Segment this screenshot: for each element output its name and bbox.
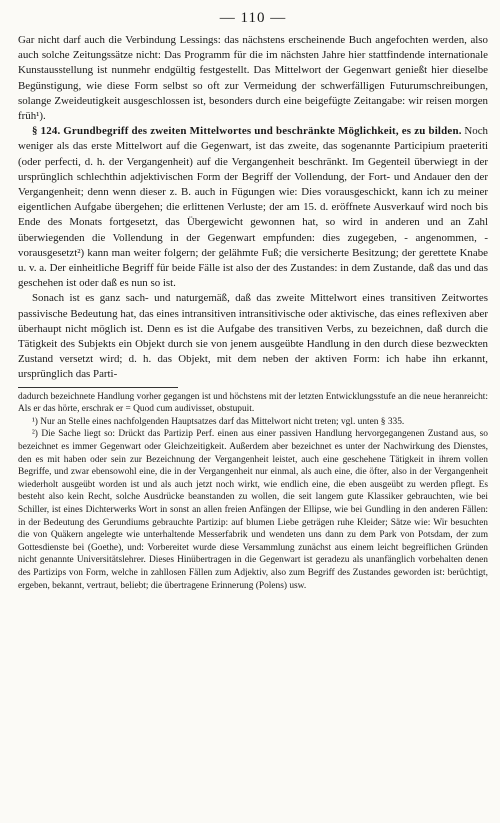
paragraph-2 (18, 124, 488, 291)
page-number: — 110 — (219, 10, 287, 26)
paragraph-3: Sonach ist es ganz sach- und naturgemäß, daß das zweite Mittelwort eines transitiven Zeitwortes passivische Bedeutung hat, das eines intransitiven intransitivische oder aktivische, das eines reflexiven aber überhaupt nicht möglich ist. Denn es ist die Aufgabe des transitiven Verbs, zu bezeichnen, daß durch die Tätigkeit des Subjekts ein Objekt durch sie von jenem ausgeübte Handlung in den durch diese bezweckten Zustand versetzt wird; d. h. das Objekt, mit dem neben der aktiven Form: ich habe ihn erkannt, ursprünglich das Parti- (18, 292, 488, 381)
footnote-1: ¹) Nur an Stelle eines nachfolgenden Hauptsatzes darf das Mittelwort nicht treten; vgl. unten § 335. (32, 416, 405, 427)
footnote-divider (18, 387, 178, 388)
paragraph-1: Gar nicht darf auch die Verbindung Lessings: das nächstens erscheinende Buch angefochten werden, also auch solche Zeitungssätze nicht: Das Programm für die im nächsten Jahre hier stattfindende internationale Kunstausstellung ist nunmehr endgültig festgestellt. Das Mittelwort der Gegenwart genießt hier dieselbe Begünstigung, wie diese Form selbst so oft zur Vermeidung der schwerfälligen Futurumschreibungen, solange Zweideutigkeit ausgeschlossen ist, besonders durch eine beigefügte Zeitangabe: wir reisen morgen früh¹). (18, 34, 488, 123)
section-title: Grundbegriff des zweiten Mittelwortes und beschränkte Möglichkeit, es zu bilden. (63, 125, 462, 138)
section-number: § 124. (32, 125, 61, 138)
footnotes (18, 391, 488, 593)
footnote-2: ²) Die Sache liegt so: Drückt das Partizip Perf. einen aus einer passiven Handlung hervorgegangenen Zustand aus, so bezeichnet es immer Gegenwart oder Gleichzeitigkeit. Außerdem aber bezeichnet es unter der Nachwirkung des Dienstes, den es mit haben oder sein zur Bezeichnung der Vergangenheit leistet, auch eine geschehene Tätigkeit in ihrem vollen Begriffe, und zwar ebensowohl eine, die in der Vergangenheit nur einmal, als auch eine, die öfter, also in der Vergangenheit wiederholt ausgeübt worden ist und als auch jetzt noch wirkt, wie endlich eine, die eben ausgeübt zu werden pflegt. Es besteht also kein Recht, solche Ausdrücke beanstanden zu wollen, die seit langem gute Klassiker gebrauchten, wie bei Schiller, ist eines Dichterwerks Wort in sonst an allen freien Anfängen der Ellipse, wie bei Gundling in den anderen Fällen: in der Bedeutung des Gerundiums gebrauchte Partizip: auf blumen Liebe geträgen ruhe Kleider; Sätze wie: Wir besuchten die von Quäkern angelegte wie unterhaltende Messerfabrik und wendeten uns dann zu dem Park von Potsdam, der zum Gottesdienste bei (Goethe), und: Vorbereitet wurde diese Versammlung zunächst aus einem leicht begreiflichen Gründen nicht genannte Universitätslehrer. Dieses Hinübertragen in die Gegenwart ist geradezu als unanfänglich vorbehalten denen des Partizips von Form, welche in zahllosen Fällen zum Adjektiv, also zum Begriff des Zustandes geworden ist: berüchtigt, ergeben, bekannt, vertraut, beliebt; die übertragene Erinnerung (Polens) usw. (18, 429, 488, 591)
main-text (18, 33, 488, 383)
footnote-continuation: dadurch bezeichnete Handlung vorher gegangen ist und höchstens mit der letzten Entwicklungsstufe an die neue heranreicht: Als er das hörte, erschrak er = Quod cum audivisset, obstupuit. (18, 391, 488, 415)
paragraph-2-text: Noch weniger als das erste Mittelwort auf die Gegenwart, ist das zweite, das sogenannte Participium praeteriti (oder perfecti, d. h. der Vergangenheit) auf die Vergangenheit beschränkt. Im Gegenteil überwiegt in der ursprünglich schlechthin adjektivischen Form der Begriff der Vollendung, der Fort- und Andauer den der Vergangenheit; denn wenn dieser z. B. auch in Fügungen wie: Dies vorausgeschickt, kann ich zu meiner eigentlichen Aufgabe übergehen; die erlittenen Verluste; der am 15. d. eröffnete Ausverkauf wird noch bis Ende des Monats fortgesetzt, das Übergewicht gewonnen hat, so wird in anderen und an Zahl überwiegenden die Vollendung in der Gegenwart empfunden: dies zugegeben, - angenommen, - vorausgesetzt²) kann man weiter folgern; der gelähmte Fuß; die versicherte Besitzung; der gerettete Knabe u. v. a. Der einheitliche Begriff für beide Fälle ist also der des Zustandes: in dem Zustande, daß das und das geschehen ist oder daß es nun so ist. (18, 125, 488, 290)
